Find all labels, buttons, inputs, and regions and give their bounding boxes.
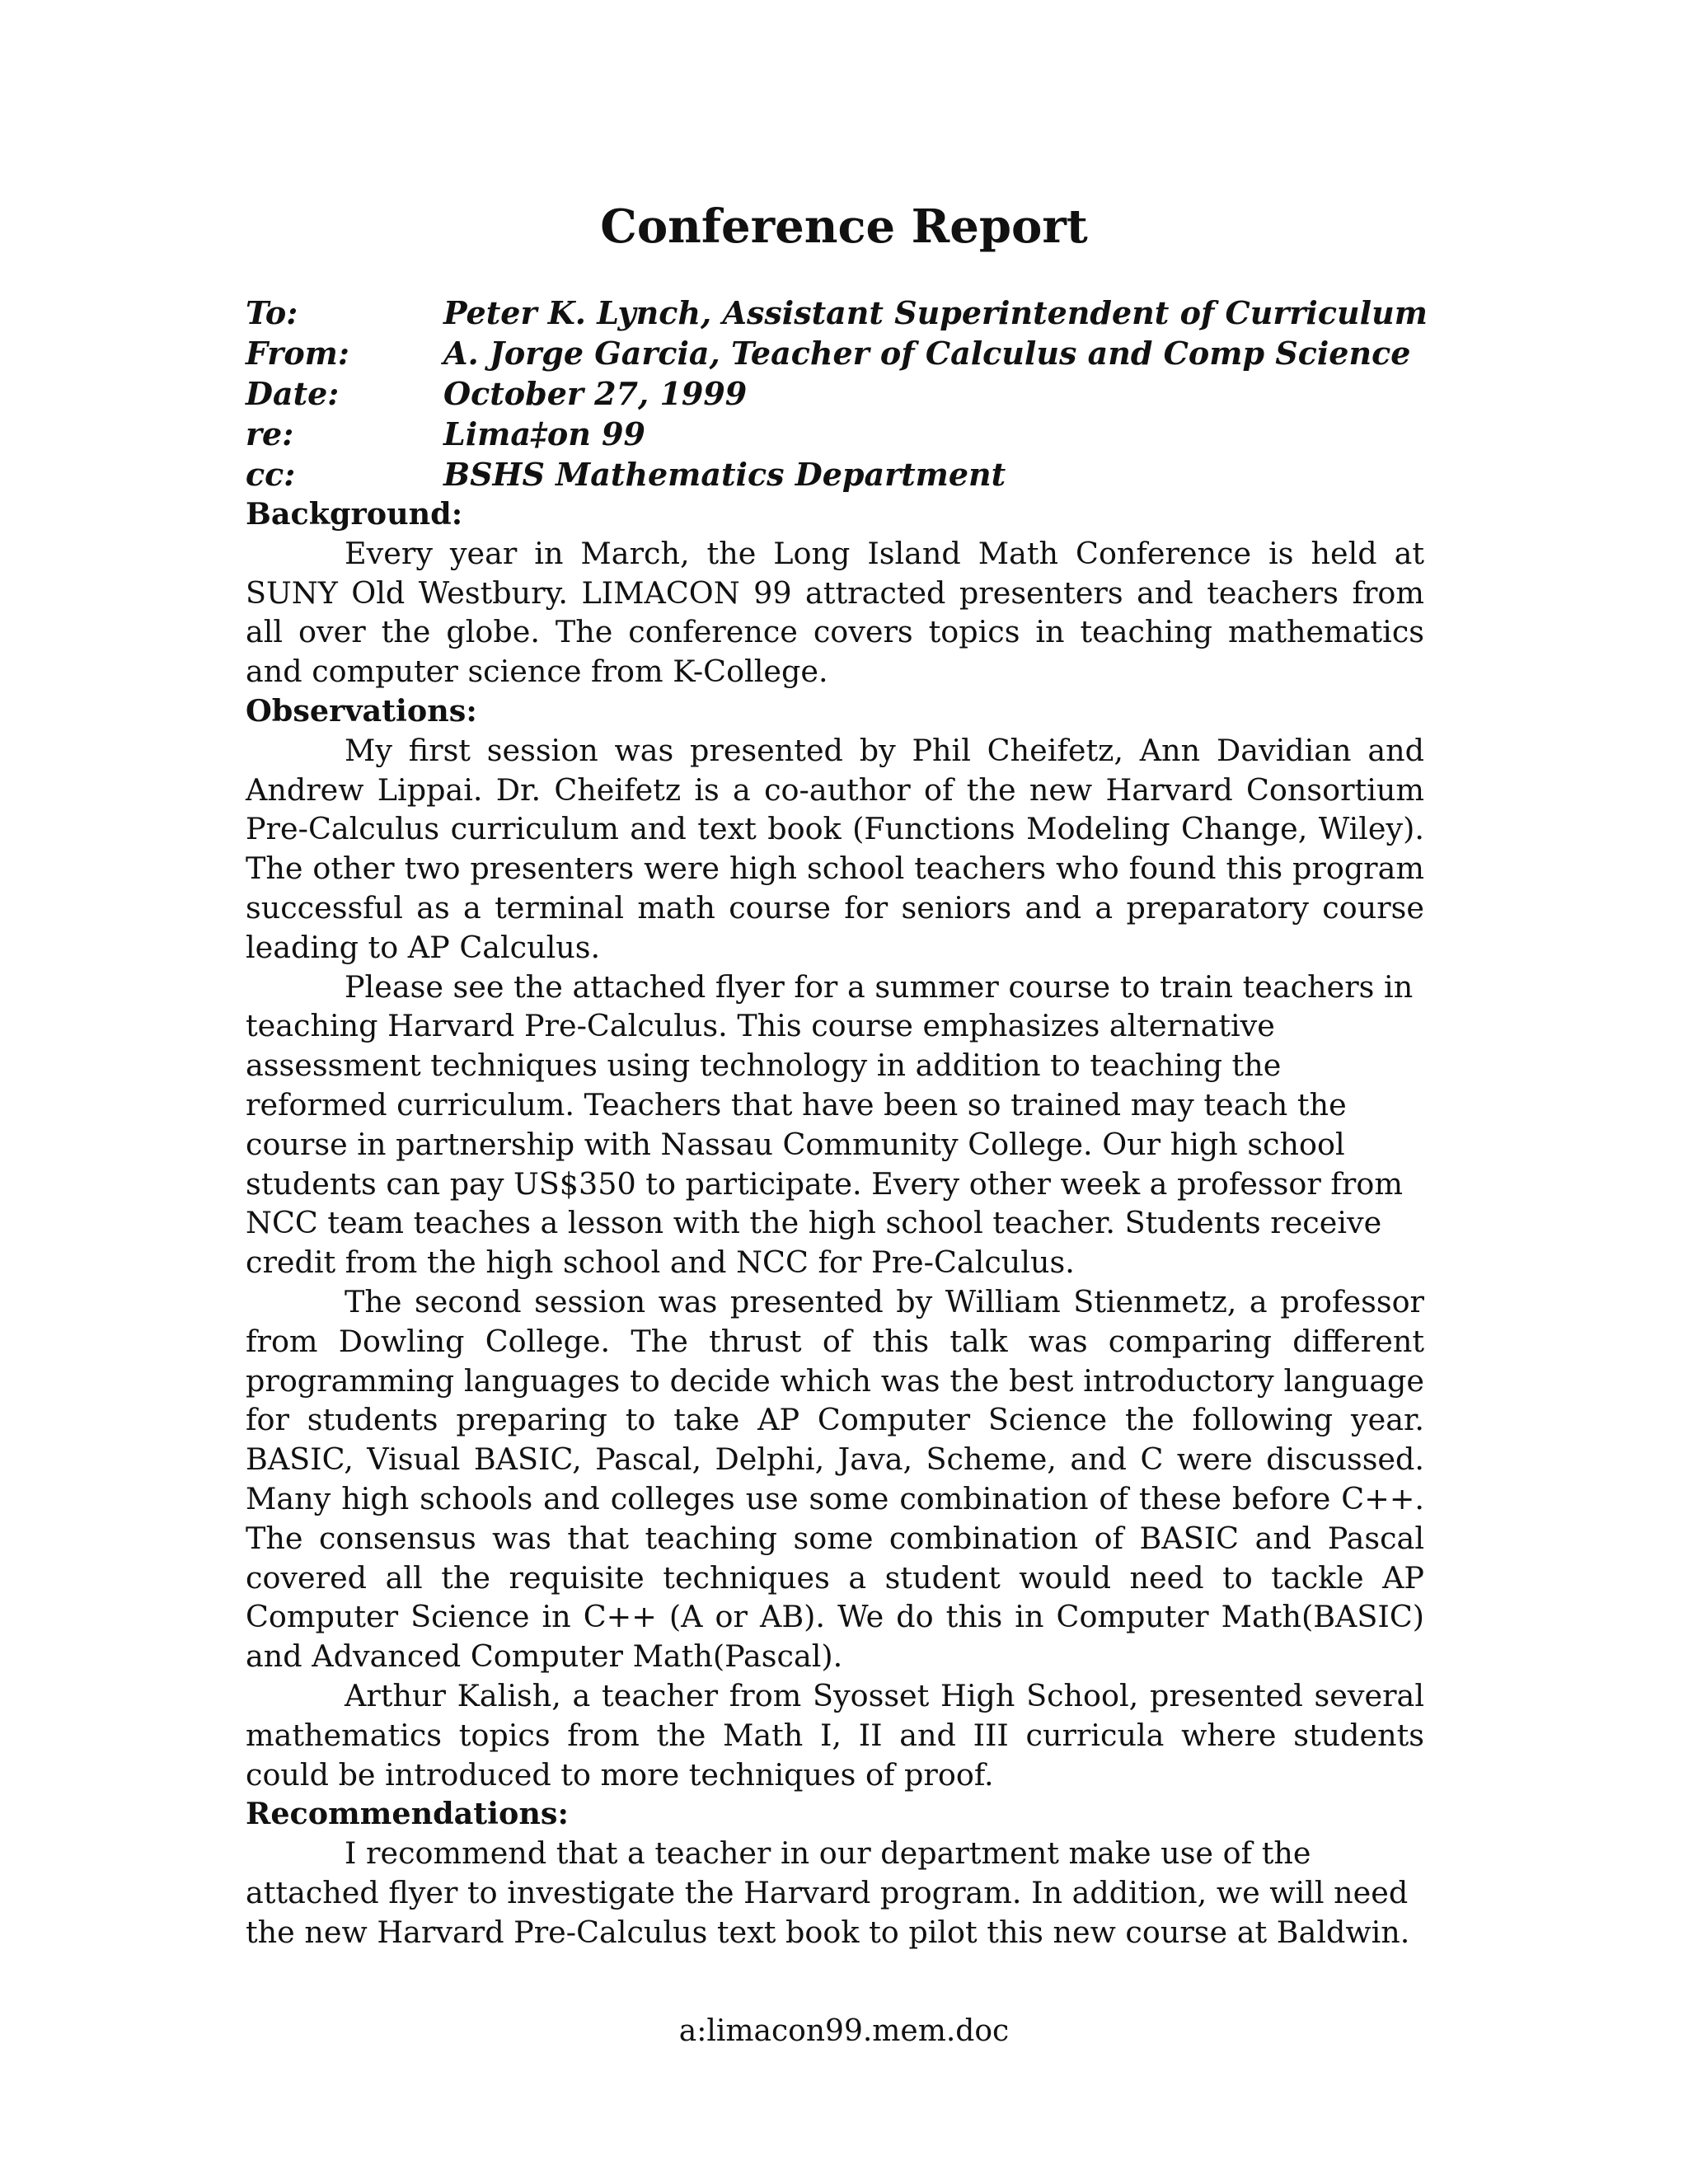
memo-row-date [246,373,1449,414]
memo-label: Date: [246,375,340,412]
memo-label: cc: [246,456,296,493]
memo-label: re: [246,415,294,452]
page-title: Conference Report [600,199,1088,254]
footer-filename: a:limacon99.mem.doc [678,2014,1010,2048]
memo-value: October 27, 1999 [443,375,748,412]
memo-header [246,293,1449,494]
memo-label: From: [246,335,349,372]
observations-heading: Observations: [246,692,477,729]
memo-value: Lima‡on 99 [443,415,645,452]
observations-paragraph-1: My first session was presented by Phil Cheifetz, Ann Davidian and Andrew Lippai. Dr. Cheifetz is a co-author of the new Harvard Consortium Pre-Calculus curriculum and text book (Functions Modeling Change, Wiley). The other two presenters were high school teachers who found this program successful as a terminal math course for seniors and a preparatory course leading to AP Calculus. [246,732,1424,965]
memo-row-re [246,414,1449,454]
memo-row-cc [246,454,1449,494]
memo-value: A. Jorge Garcia, Teacher of Calculus and Comp Science [443,335,1411,372]
memo-row-to [246,293,1449,333]
observations-paragraph-3: The second session was presented by William Stienmetz, a professor from Dowling College. The thrust of this talk was comparing different programming languages to decide which was the best introductory language for students preparing to take AP Computer Science the following year. BASIC, Visual BASIC, Pascal, Delphi, Java, Scheme, and C were discussed. Many high schools and colleges use some combination of these before C++. The consensus was that teaching some combination of BASIC and Pascal covered all the requisite techniques a student would need to tackle AP Computer Science in C++ (A or AB). We do this in Computer Math(BASIC) and Advanced Computer Math(Pascal). [246,1283,1424,1675]
memo-value: BSHS Mathematics Department [443,456,1006,493]
background-heading: Background: [246,496,463,532]
recommendations-heading: Recommendations: [246,1796,569,1832]
memo-value: Peter K. Lynch, Assistant Superintendent of Curriculum [443,294,1428,331]
report-body [246,494,1424,1952]
background-paragraph: Every year in March, the Long Island Math Conference is held at SUNY Old Westbury. LIMACON 99 attracted presenters and teachers from all over the globe. The conference covers topics in teaching mathematics and computer science from K-College. [246,535,1424,690]
memo-row-from [246,333,1449,373]
observations-paragraph-2: Please see the attached flyer for a summer course to train teachers in teaching Harvard Pre-Calculus. This course emphasizes alternative assessment techniques using technology in addition to teaching the reformed curriculum. Teachers that have been so trained may teach the course in partnership with Nassau Community College. Our high school students can pay US$350 to participate. Every other week a professor from NCC team teaches a lesson with the high school teacher. Students receive credit from the high school and NCC for Pre-Calculus. [246,968,1414,1281]
observations-paragraph-4: Arthur Kalish, a teacher from Syosset High School, presented several mathematics topics from the Math I, II and III curricula where students could be introduced to more techniques of proof. [246,1677,1424,1793]
memo-label: To: [246,294,298,331]
recommendations-paragraph: I recommend that a teacher in our department make use of the attached flyer to investigate the Harvard program. In addition, we will need the new Harvard Pre-Calculus text book to pilot this new course at Baldwin. [246,1835,1410,1950]
